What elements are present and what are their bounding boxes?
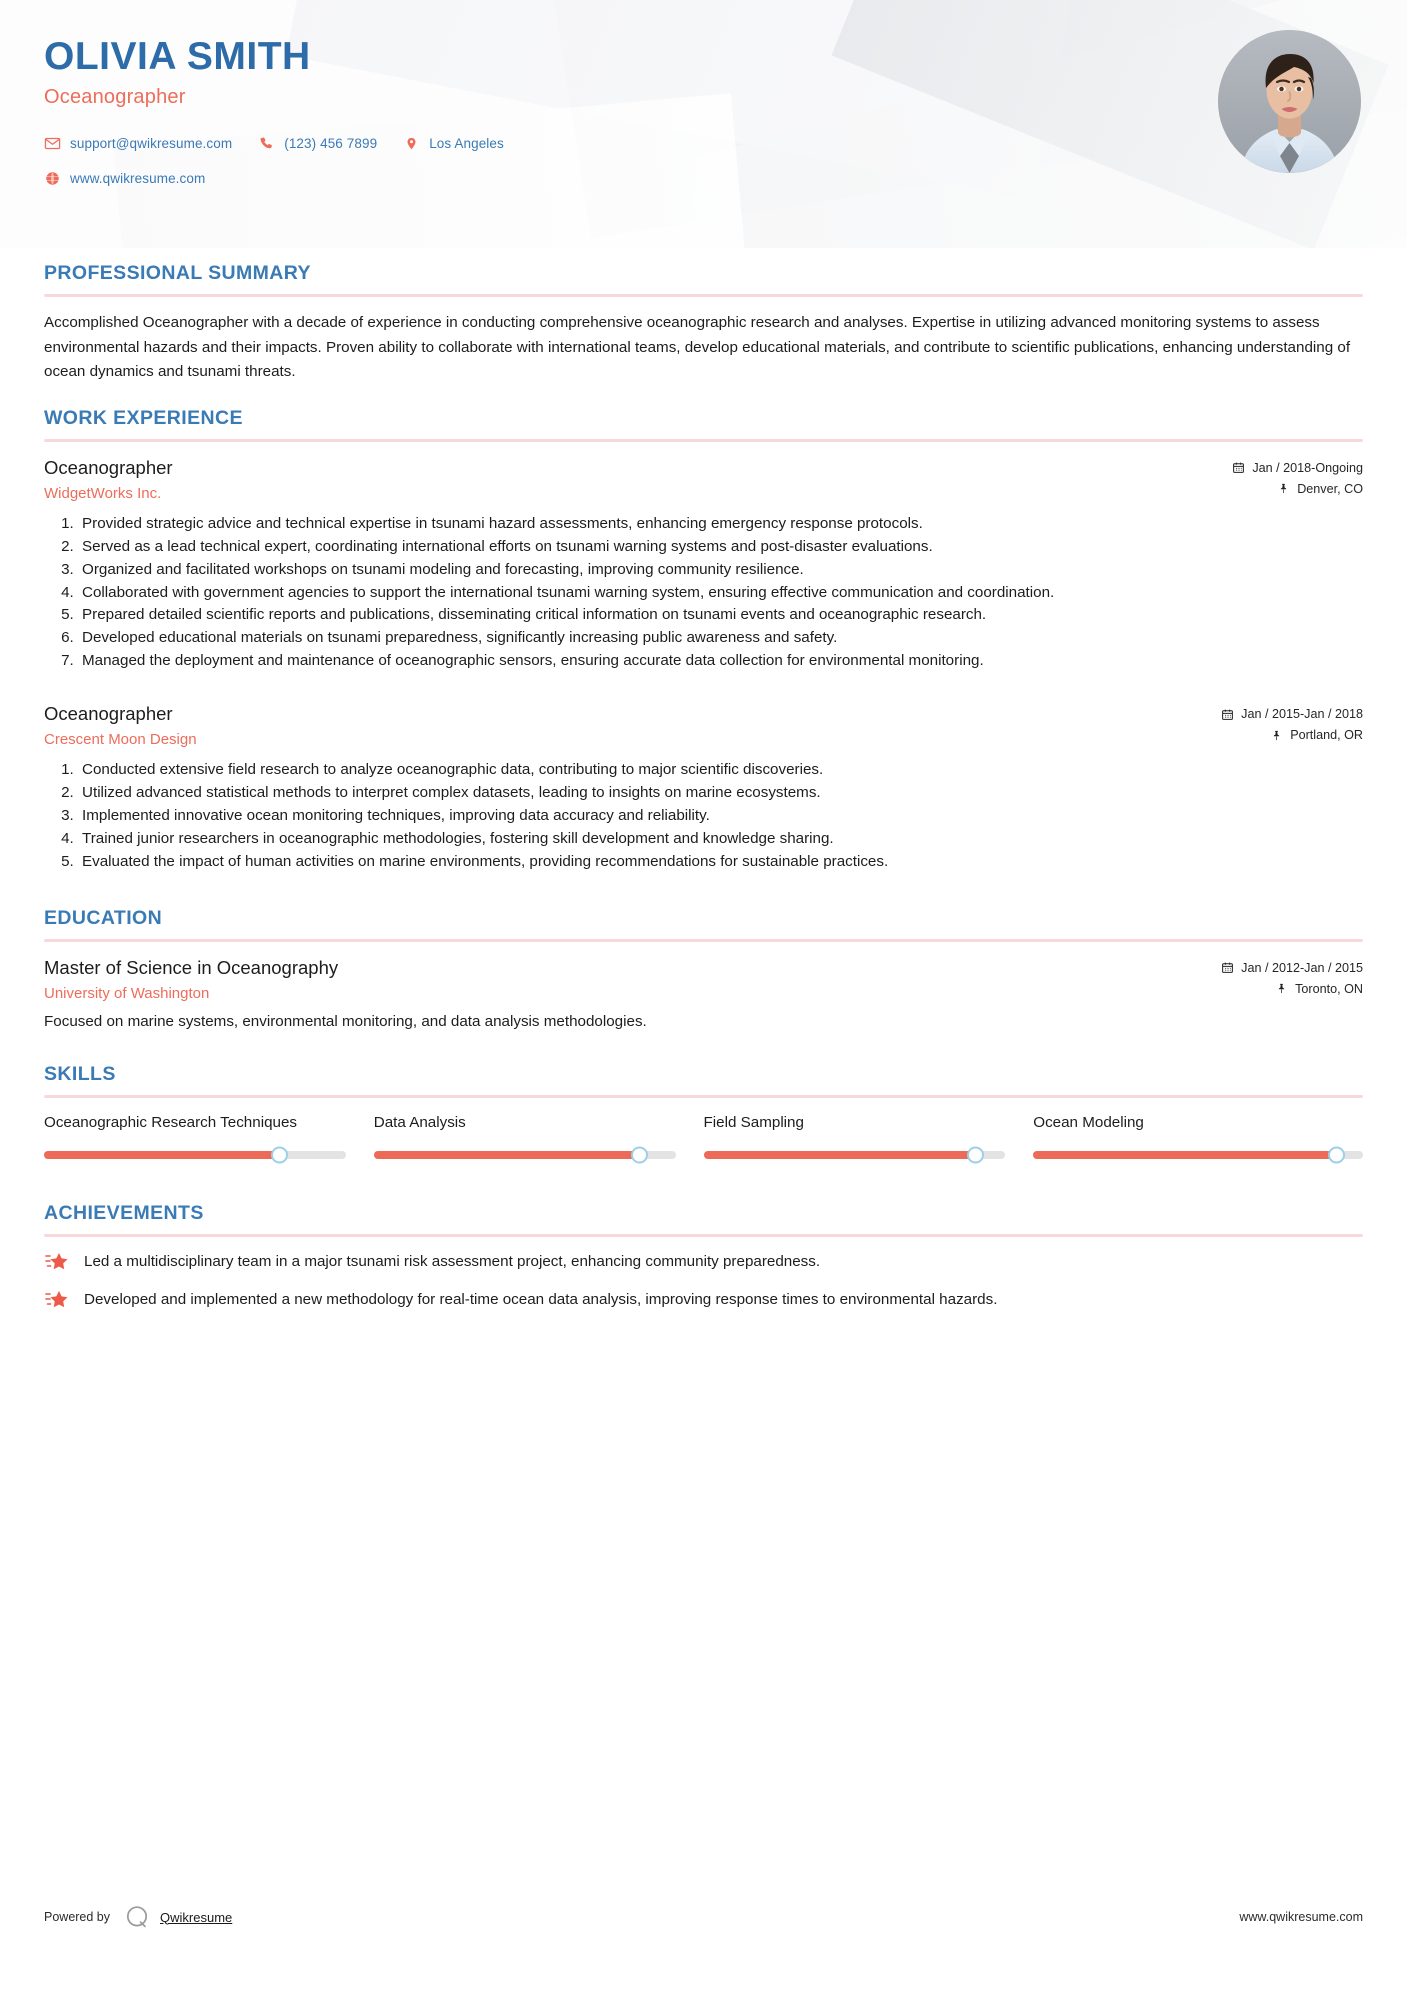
footer-website[interactable]: www.qwikresume.com <box>1239 1910 1363 1924</box>
skill-slider[interactable] <box>704 1144 1006 1166</box>
experience-entry <box>44 702 1363 872</box>
slider-knob[interactable] <box>1328 1147 1345 1164</box>
contact-location <box>403 135 504 152</box>
education-location <box>1221 982 1363 996</box>
experience-dates <box>1232 461 1363 475</box>
experience-dates-text: Jan / 2018-Ongoing <box>1252 460 1363 475</box>
section-title-achievements: ACHIEVEMENTS <box>44 1202 204 1225</box>
skill-label: Data Analysis <box>373 1114 466 1132</box>
contact-row-primary <box>44 131 1363 157</box>
section-divider <box>44 439 1363 442</box>
avatar <box>1218 30 1361 173</box>
experience-location <box>1221 728 1363 742</box>
experience-role: Oceanographer <box>44 703 173 725</box>
achievement-text: Led a multidisciplinary team in a major tsunami risk assessment project, enhancing community preparedness. <box>84 1253 821 1271</box>
skill-slider[interactable] <box>1033 1144 1363 1166</box>
slider-track <box>704 1151 1006 1159</box>
bullet-item: 5. Evaluated the impact of human activities on marine environments, providing recommendations for sustainable practices. <box>78 851 1363 873</box>
skill-item <box>1033 1112 1363 1166</box>
education-entry <box>44 956 1363 1034</box>
qwikresume-logo-icon <box>124 1904 150 1930</box>
contact-block <box>44 131 1363 192</box>
section-title-education: EDUCATION <box>44 906 163 929</box>
section-skills <box>44 1063 1363 1166</box>
skill-label: Oceanographic Research Techniques <box>44 1114 298 1132</box>
job-title: Oceanographer <box>44 85 186 108</box>
section-achievements <box>44 1202 1363 1313</box>
pin-icon <box>1275 982 1288 995</box>
slider-track <box>374 1151 676 1159</box>
bullet-item: 5. Prepared detailed scientific reports and publications, disseminating critical information on tsunami events and oceanographic research. <box>78 604 1363 626</box>
education-dates-text: Jan / 2012-Jan / 2015 <box>1241 960 1363 975</box>
qwikresume-brand-link[interactable]: Qwikresume <box>160 1909 233 1925</box>
bullet-item: 3. Organized and facilitated workshops on tsunami modeling and forecasting, improving community resilience. <box>78 559 1363 581</box>
resume-body <box>0 262 1407 1313</box>
contact-website-text: www.qwikresume.com <box>70 171 206 187</box>
section-title-skills: SKILLS <box>44 1063 116 1086</box>
contact-location-text: Los Angeles <box>429 136 504 152</box>
phone-icon <box>258 135 275 152</box>
section-divider <box>44 294 1363 297</box>
bullet-item: 2. Served as a lead technical expert, coordinating international efforts on tsunami warning systems and post-disaster evaluations. <box>78 536 1363 558</box>
slider-knob[interactable] <box>631 1147 648 1164</box>
calendar-icon <box>1232 461 1245 474</box>
achievement-text: Developed and implemented a new methodology for real-time ocean data analysis, improving response times to environmental hazards. <box>84 1291 998 1309</box>
section-divider <box>44 1095 1363 1098</box>
globe-icon <box>44 170 61 187</box>
bullet-item: 1. Provided strategic advice and technical expertise in tsunami hazard assessments, enhancing emergency response protocols. <box>78 513 1363 535</box>
calendar-icon <box>1221 961 1234 974</box>
experience-bullets <box>44 513 1363 672</box>
experience-organization: Crescent Moon Design <box>44 731 197 749</box>
slider-knob[interactable] <box>271 1147 288 1164</box>
slider-track <box>44 1151 346 1159</box>
contact-phone-text: (123) 456 7899 <box>284 136 378 152</box>
bullet-item: 7. Managed the deployment and maintenance of oceanographic sensors, ensuring accurate data collection for environmental monitoring. <box>78 650 1363 672</box>
section-education <box>44 907 1363 1034</box>
contact-website[interactable] <box>44 170 205 187</box>
bullet-item: 4. Collaborated with government agencies to support the international tsunami warning system, ensuring effective communication and coordination. <box>78 582 1363 604</box>
star-badge-icon <box>44 1287 70 1313</box>
contact-row-secondary <box>44 166 1363 192</box>
bullet-item: 6. Developed educational materials on tsunami preparedness, significantly increasing public awareness and safety. <box>78 627 1363 649</box>
skill-item <box>374 1112 704 1166</box>
section-title-summary: PROFESSIONAL SUMMARY <box>44 262 311 284</box>
experience-entry <box>44 456 1363 672</box>
experience-bullets <box>44 759 1363 872</box>
map-pin-icon <box>403 135 420 152</box>
contact-phone[interactable] <box>258 135 377 152</box>
contact-email[interactable] <box>44 135 232 152</box>
education-degree: Master of Science in Oceanography <box>44 956 339 978</box>
bullet-item: 3. Implemented innovative ocean monitoring techniques, improving data accuracy and reliability. <box>78 805 1363 827</box>
experience-dates-text: Jan / 2015-Jan / 2018 <box>1241 707 1363 722</box>
powered-by-block <box>44 1904 232 1930</box>
experience-location <box>1232 482 1363 496</box>
section-title-experience: WORK EXPERIENCE <box>44 406 243 429</box>
summary-text: Accomplished Oceanographer with a decade of experience in conducting comprehensive oceanographic research and analyses. Expertise in utilizing advanced monitoring systems to assess environmental hazards and their impacts. Proven ability to collaborate with international teams, develop educational materials, and contribute to scientific publications, enhancing understanding of ocean dynamics and tsunami threats. <box>44 314 1351 381</box>
bullet-item: 4. Trained junior researchers in oceanographic methodologies, fostering skill development and knowledge sharing. <box>78 828 1363 850</box>
experience-role: Oceanographer <box>44 456 173 478</box>
skill-item <box>44 1112 374 1166</box>
contact-email-text: support@qwikresume.com <box>70 136 233 152</box>
experience-location-text: Denver, CO <box>1297 481 1363 496</box>
skill-slider[interactable] <box>374 1144 676 1166</box>
skill-item <box>704 1112 1034 1166</box>
footer <box>0 1904 1407 1930</box>
section-divider <box>44 939 1363 942</box>
pin-icon <box>1277 482 1290 495</box>
slider-fill <box>1033 1151 1336 1159</box>
page-title: OLIVIA SMITH <box>44 35 311 78</box>
skill-slider[interactable] <box>44 1144 346 1166</box>
section-professional-summary <box>44 262 1363 385</box>
slider-knob[interactable] <box>967 1147 984 1164</box>
bullet-item: 1. Conducted extensive field research to analyze oceanographic data, contributing to major scientific discoveries. <box>78 759 1363 781</box>
experience-organization: WidgetWorks Inc. <box>44 484 162 502</box>
education-school: University of Washington <box>44 984 210 1002</box>
pin-icon <box>1270 729 1283 742</box>
resume-header <box>0 0 1407 248</box>
slider-fill <box>44 1151 279 1159</box>
slider-fill <box>374 1151 640 1159</box>
bullet-item: 2. Utilized advanced statistical methods to interpret complex datasets, leading to insights on marine ecosystems. <box>78 782 1363 804</box>
slider-track <box>1033 1151 1363 1159</box>
achievement-item <box>44 1289 1363 1313</box>
education-location-text: Toronto, ON <box>1295 981 1363 996</box>
calendar-icon <box>1221 708 1234 721</box>
section-divider <box>44 1234 1363 1237</box>
star-badge-icon <box>44 1249 70 1275</box>
experience-dates <box>1221 707 1363 721</box>
education-description: Focused on marine systems, environmental monitoring, and data analysis methodologies. <box>44 1012 647 1030</box>
experience-location-text: Portland, OR <box>1290 728 1363 743</box>
achievement-item <box>44 1251 1363 1275</box>
section-work-experience <box>44 407 1363 873</box>
skills-grid <box>44 1112 1363 1166</box>
slider-fill <box>704 1151 976 1159</box>
powered-by-label: Powered by <box>44 1910 111 1924</box>
skill-label: Ocean Modeling <box>1033 1114 1144 1132</box>
mail-icon <box>44 135 61 152</box>
skill-label: Field Sampling <box>703 1114 804 1132</box>
education-dates <box>1221 961 1363 975</box>
